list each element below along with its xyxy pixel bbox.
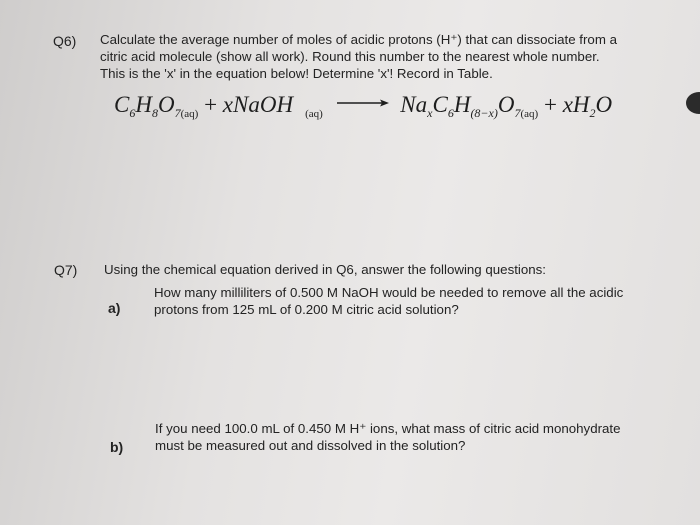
question-6-text [100, 31, 680, 82]
reactant-citric-acid: $C_6H_8O_{7(aq)}$ [114, 92, 199, 120]
question-7b-line-2: must be measured out and dissolved in the solution? [155, 438, 466, 453]
question-7-label: Q7) [54, 262, 78, 278]
plus-sign-1: + [204, 92, 218, 117]
question-6-label: Q6) [53, 33, 77, 49]
question-7a-label: a) [108, 300, 121, 316]
reaction-arrow-icon [337, 98, 389, 108]
question-6-line-1: Calculate the average number of moles of acidic protons (H⁺) that can dissociate from a [100, 32, 617, 47]
product-sodium-citrate: $Na_xC_6H_{(8-x)}O_{7(aq)}$ [400, 92, 539, 120]
question-6-line-2: citric acid molecule (show all work). Round this number to the nearest whole number. [100, 49, 600, 64]
question-7b-text [155, 420, 685, 454]
question-7a-text [154, 284, 684, 318]
ink-dot [686, 92, 700, 114]
question-7a-line-1: How many milliliters of 0.500 M NaOH would be needed to remove all the acidic [154, 285, 624, 300]
question-7a-line-2: protons from 125 mL of 0.200 M citric acid solution? [154, 302, 459, 317]
chemical-equation [114, 92, 612, 121]
question-7b-label: b) [110, 439, 124, 455]
reactant-naoh: xNaOH $_{(aq)}$ [222, 92, 323, 120]
question-7-intro: Using the chemical equation derived in Q6, answer the following questions: [104, 262, 547, 277]
question-6-line-3: This is the 'x' in the equation below! Determine 'x'! Record in Table. [100, 66, 493, 81]
product-water: $xH_2O$ [562, 92, 613, 120]
plus-sign-2: + [543, 92, 557, 117]
question-7b-line-1: If you need 100.0 mL of 0.450 M H⁺ ions, what mass of citric acid monohydrate [155, 421, 621, 436]
